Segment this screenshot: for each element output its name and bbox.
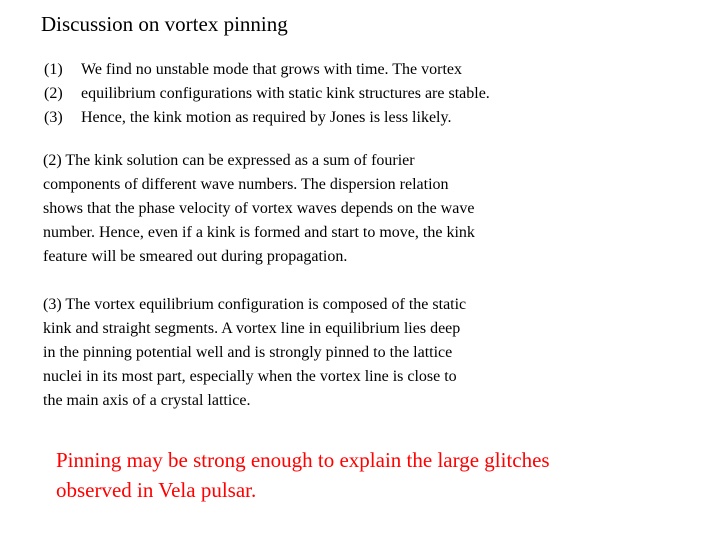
finding-text: Hence, the kink motion as required by Jones is less likely.: [81, 109, 452, 126]
paragraph-line: number. Hence, even if a kink is formed and start to move, the kink: [43, 224, 475, 241]
paragraph-line: feature will be smeared out during propagation.: [43, 248, 348, 265]
paragraph-kink-solution: [43, 149, 475, 269]
finding-item: [44, 58, 490, 82]
paragraph-line: shows that the phase velocity of vortex waves depends on the wave: [43, 200, 475, 217]
paragraph-line: components of different wave numbers. The dispersion relation: [43, 176, 449, 193]
paragraph-line: nuclei in its most part, especially when the vortex line is close to: [43, 368, 457, 385]
conclusion-text: [56, 445, 550, 505]
findings-list: [44, 58, 490, 130]
conclusion-line: observed in Vela pulsar.: [56, 478, 257, 502]
paragraph-line: the main axis of a crystal lattice.: [43, 392, 251, 409]
paragraph-line: (2) The kink solution can be expressed as a sum of fourier: [43, 152, 415, 169]
finding-number: (3): [44, 109, 63, 126]
finding-item: [44, 82, 490, 106]
finding-text: We find no unstable mode that grows with time. The vortex: [81, 61, 463, 78]
paragraph-line: kink and straight segments. A vortex line in equilibrium lies deep: [43, 320, 461, 337]
conclusion-line: Pinning may be strong enough to explain the large glitches: [56, 448, 550, 472]
paragraph-equilibrium-configuration: [43, 293, 466, 413]
slide-title: Discussion on vortex pinning: [41, 12, 288, 36]
finding-number: (1): [44, 61, 63, 78]
paragraph-line: in the pinning potential well and is strongly pinned to the lattice: [43, 344, 453, 361]
paragraph-line: (3) The vortex equilibrium configuration is composed of the static: [43, 296, 467, 313]
finding-item: [44, 106, 490, 130]
finding-text: equilibrium configurations with static kink structures are stable.: [81, 85, 490, 102]
finding-number: (2): [44, 85, 63, 102]
